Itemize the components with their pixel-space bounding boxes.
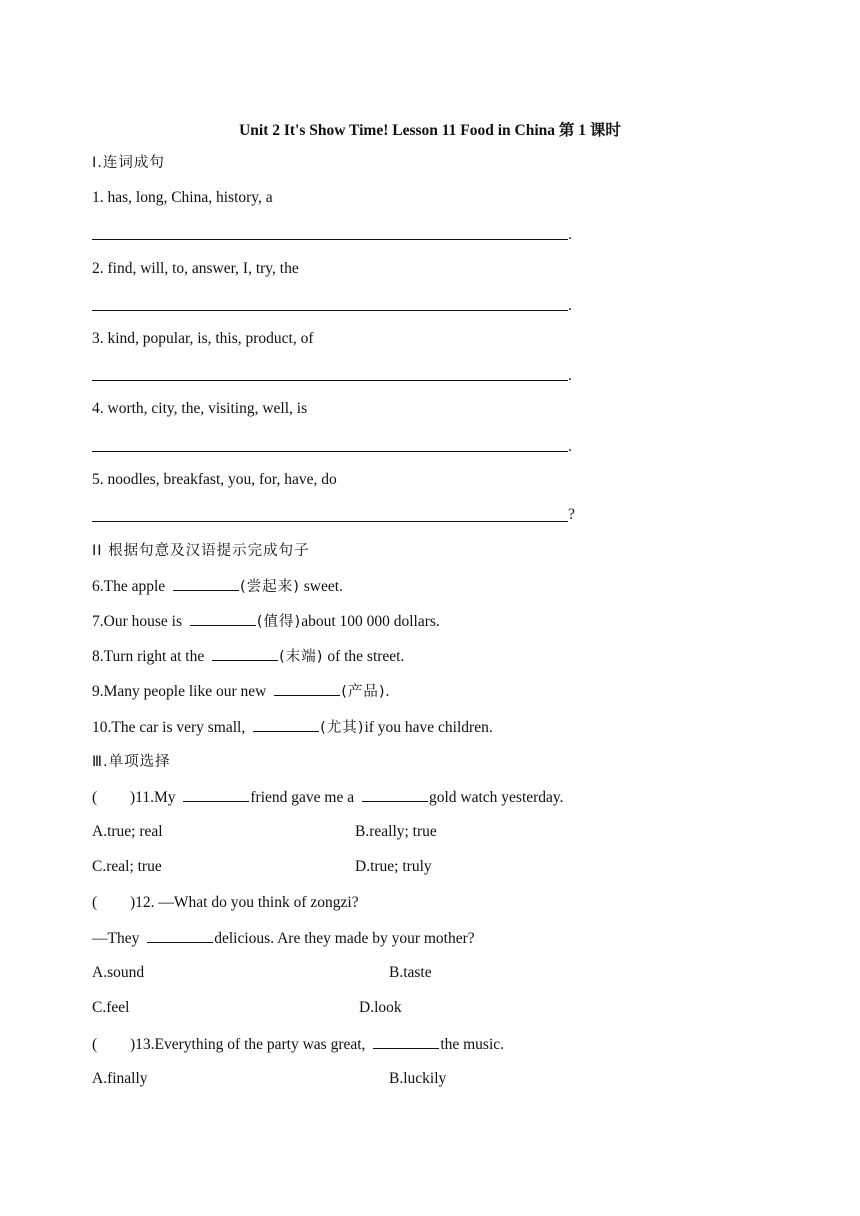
q9-hint: (产品) — [341, 684, 386, 700]
q10-blank[interactable] — [253, 717, 319, 732]
question-11 — [92, 787, 564, 808]
answer-line-2-end: . — [568, 297, 572, 314]
section-2-heading: II 根据句意及汉语提示完成句子 — [92, 543, 310, 559]
question-5-prompt: 5. noodles, breakfast, you, for, have, do — [92, 471, 337, 488]
q7-blank[interactable] — [190, 611, 256, 626]
answer-line-4-end: . — [568, 438, 572, 455]
q7-hint: (值得) — [256, 614, 302, 630]
q9-after: . — [385, 683, 390, 700]
q12-blank — [147, 928, 213, 943]
q8-blank[interactable] — [212, 646, 278, 661]
q6-hint: (尝起来) — [240, 579, 300, 595]
q10-after: if you have children. — [364, 719, 493, 736]
question-6 — [92, 576, 343, 597]
answer-line-5[interactable] — [92, 521, 568, 522]
question-2-prompt: 2. find, will, to, answer, I, try, the — [92, 260, 299, 277]
q11-text-a: )11.My — [130, 789, 180, 806]
q11-text-c: gold watch yesterday. — [428, 789, 564, 806]
q8-before: 8.Turn right at the — [92, 648, 209, 665]
q12-option-d[interactable]: D.look — [359, 999, 402, 1016]
q11-answer-paren[interactable]: ( — [92, 789, 98, 806]
q11-text-b: friend gave me a — [250, 789, 358, 806]
q13-blank — [373, 1034, 439, 1049]
question-1-prompt: 1. has, long, China, history, a — [92, 189, 273, 206]
q8-hint: (末端) — [279, 649, 324, 665]
question-4-prompt: 4. worth, city, the, visiting, well, is — [92, 400, 308, 417]
q12-reply — [92, 928, 475, 949]
q6-blank[interactable] — [173, 576, 239, 591]
answer-line-3[interactable] — [92, 380, 568, 381]
q11-option-d[interactable]: D.true; truly — [355, 858, 432, 875]
q11-option-c[interactable]: C.real; true — [92, 858, 162, 875]
q9-before: 9.Many people like our new — [92, 683, 271, 700]
question-8 — [92, 646, 404, 667]
question-10 — [92, 717, 493, 738]
q12-reply-a: —They — [92, 930, 144, 947]
answer-line-4[interactable] — [92, 451, 568, 452]
q6-after: sweet. — [299, 578, 343, 595]
question-9 — [92, 681, 389, 702]
q11-blank-1 — [183, 787, 249, 802]
q13-text-b: the music. — [440, 1036, 505, 1053]
q9-blank[interactable] — [274, 681, 340, 696]
q12-option-b[interactable]: B.taste — [389, 964, 432, 981]
page-title: Unit 2 It's Show Time! Lesson 11 Food in China 第 1 课时 — [239, 122, 621, 139]
q11-option-a[interactable]: A.true; real — [92, 823, 163, 840]
q11-blank-2 — [362, 787, 428, 802]
q13-option-b[interactable]: B.luckily — [389, 1070, 447, 1087]
answer-line-1-end: . — [568, 226, 572, 243]
q13-answer-paren[interactable]: ( — [92, 1036, 98, 1053]
q12-option-c[interactable]: C.feel — [92, 999, 130, 1016]
q7-after: about 100 000 dollars. — [301, 613, 440, 630]
q12-text: )12. —What do you think of zongzi? — [130, 894, 359, 911]
q6-before: 6.The apple — [92, 578, 170, 595]
answer-line-1[interactable] — [92, 239, 568, 240]
section-1-heading: Ⅰ.连词成句 — [92, 155, 165, 171]
question-7 — [92, 611, 440, 632]
q11-option-b[interactable]: B.really; true — [355, 823, 437, 840]
q10-before: 10.The car is very small, — [92, 719, 250, 736]
q13-text-a: )13.Everything of the party was great, — [130, 1036, 370, 1053]
q12-reply-b: delicious. Are they made by your mother? — [214, 930, 475, 947]
section-3-heading: Ⅲ.单项选择 — [92, 754, 171, 770]
answer-line-5-end: ? — [568, 506, 575, 523]
question-3-prompt: 3. kind, popular, is, this, product, of — [92, 330, 314, 347]
q13-option-a[interactable]: A.finally — [92, 1070, 148, 1087]
question-12 — [92, 893, 359, 913]
q8-after: of the street. — [323, 648, 405, 665]
q12-answer-paren[interactable]: ( — [92, 894, 98, 911]
answer-line-3-end: . — [568, 367, 572, 384]
answer-line-2[interactable] — [92, 310, 568, 311]
q10-hint: (尤其) — [320, 720, 365, 736]
question-13 — [92, 1034, 504, 1055]
q12-option-a[interactable]: A.sound — [92, 964, 145, 981]
q7-before: 7.Our house is — [92, 613, 186, 630]
